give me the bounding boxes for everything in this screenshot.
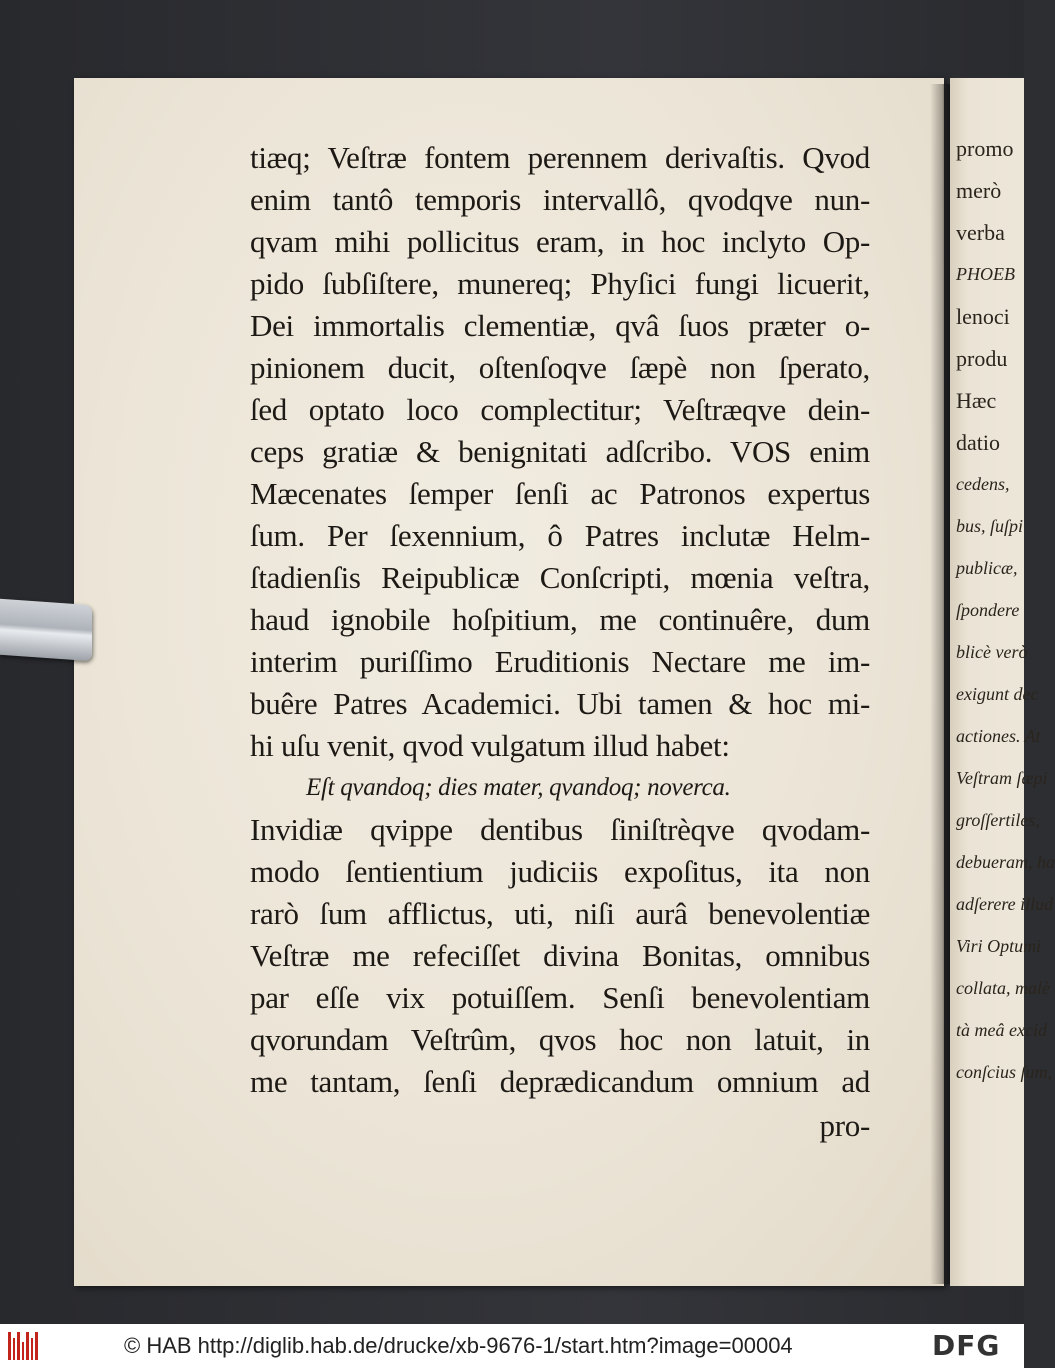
text-line: me tantam, ſenſi deprædicandum omnium ad [250,1064,870,1099]
next-page-fragment: blicè verò [956,642,1028,662]
next-page-fragment: cedens, [956,474,1010,494]
book-page [74,78,944,1286]
dfg-logo: DFG [932,1329,1001,1362]
next-page-fragment: Hæc [956,388,997,413]
text-line: ſum. Per ſexennium, ô Patres inclutæ Helm- [250,518,870,553]
text-line: haud ignobile hoſpitium, me continuêre, dum [250,602,870,637]
next-page-edge [950,78,1055,1286]
next-page-fragment: groſſertiles, [956,810,1040,830]
text-line: pinionem ducit, oſtenſoqve ſæpè non ſperato, [250,350,870,385]
next-page-fragment: adſerere illud [956,894,1054,914]
next-page-fragment: lenoci [956,304,1010,329]
text-line: Invidiæ qvippe dentibus ſiniſtrèqve qvodam- [250,812,870,847]
page-clip [0,599,92,661]
text-line: rarò ſum afflictus, uti, niſi aurâ benevolentiæ [250,896,870,931]
text-line: par eſſe vix potuiſſem. Senſi benevolentiam [250,980,870,1015]
next-page-fragment: debueram, ha [956,852,1055,872]
hab-logo-icon [8,1332,38,1360]
next-page-fragment: Viri Optumi [956,936,1042,956]
copyright-url[interactable]: © HAB http://diglib.hab.de/drucke/xb-9676-1/start.htm?image=00004 [124,1333,793,1358]
text-line: ſed optato loco complectitur; Veſtræqve dein- [250,392,870,427]
text-line: buêre Patres Academici. Ubi tamen & hoc mi- [250,686,870,721]
next-page-fragment: collata, malè [956,978,1050,998]
text-line: ſtadienſis Reipublicæ Conſcripti, mœnia veſtra, [250,560,870,595]
text-line: pido ſubſiſtere, munereq; Phyſici fungi licuerit, [250,266,870,301]
next-page-fragment: verba [956,220,1005,245]
text-line: qvam mihi pollicitus eram, in hoc inclyto Op- [250,224,870,259]
next-page-fragment: exigunt dec [956,684,1039,704]
text-line: hi uſu venit, qvod vulgatum illud habet: [250,728,730,763]
next-page-fragment: bus, ſuſpi [956,516,1024,536]
next-page-fragment: actiones. At [956,726,1041,746]
text-line: Veſtræ me refeciſſet divina Bonitas, omnibus [250,938,870,973]
text-line: interim puriſſimo Eruditionis Nectare me im- [250,644,870,679]
next-page-fragment: ſpondere [956,600,1020,620]
text-line: ceps gratiæ & benignitati adſcribo. VOS enim [250,434,870,469]
next-page-fragment: produ [956,346,1008,371]
text-line: enim tantô temporis intervallô, qvodqve nun- [250,182,870,217]
catchword: pro- [819,1108,870,1143]
text-line: qvorundam Veſtrûm, qvos hoc non latuit, in [250,1022,870,1057]
text-line: Dei immortalis clementiæ, qvâ ſuos præter o- [250,308,870,343]
next-page-fragment: PHOEB [956,264,1015,284]
page-gutter [930,84,950,1284]
next-page-fragment: publicæ, [956,558,1018,578]
text-line: modo ſentientium judiciis expoſitus, ita non [250,854,870,889]
next-page-fragment: tà meâ excid [956,1020,1047,1040]
next-page-fragment: datio [956,430,1000,455]
text-line: tiæq; Veſtræ fontem perennem derivaſtis. Qvod [250,140,870,175]
next-page-fragment: merò [956,178,1002,203]
footer-bar [0,1324,1024,1368]
next-page-fragment: conſcius ſum, [956,1062,1052,1082]
text-line: Mæcenates ſemper ſenſi ac Patronos expertus [250,476,870,511]
next-page-fragment: Veſtram ſæpi [956,768,1048,788]
verse-line: Eſt qvandoq; dies mater, qvandoq; noverca. [306,774,731,801]
next-page-fragment: promo [956,136,1014,161]
